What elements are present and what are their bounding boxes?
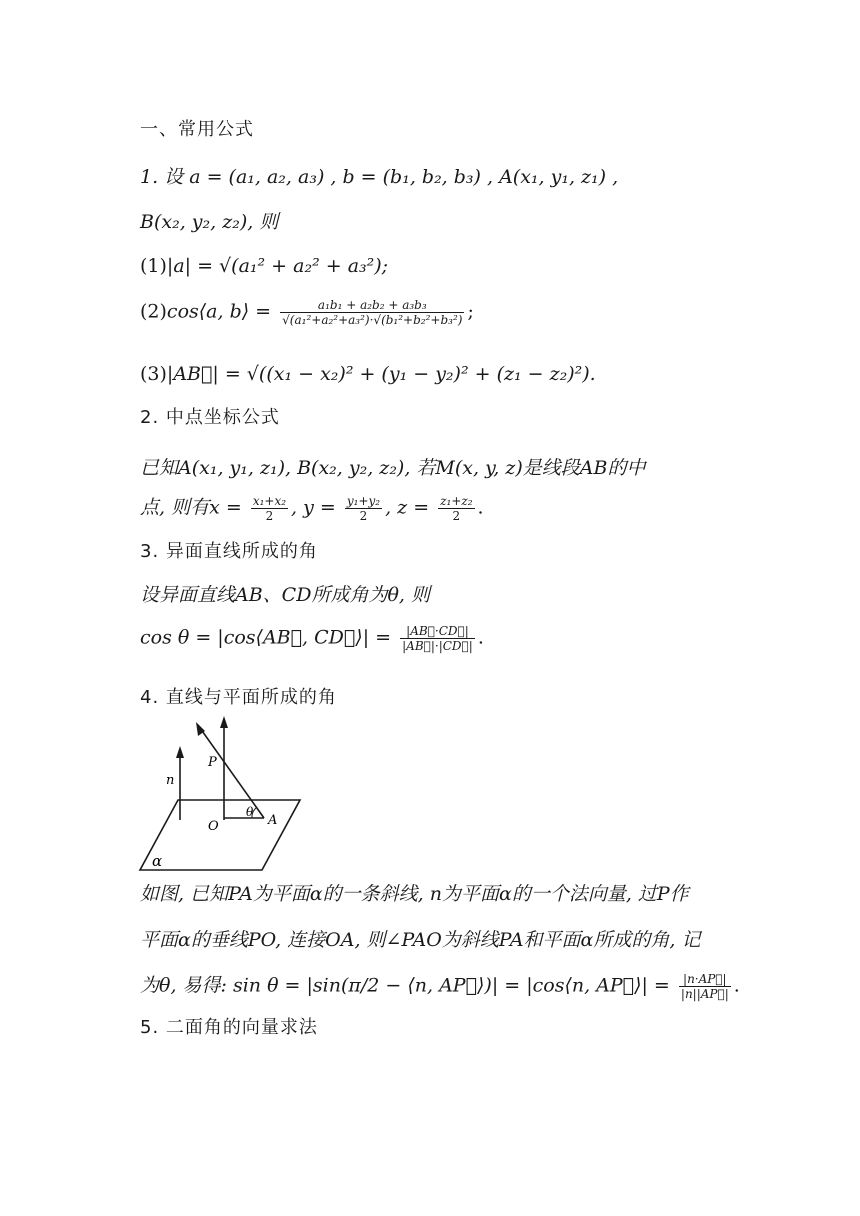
item5-heading: 5. 二面角的向量求法 [140,1017,318,1038]
item3-formula [140,624,484,653]
item2-x-prefix: 点, 则有x = [140,496,242,519]
line-plane-angle-figure [138,712,313,874]
formula-2-label: (2) [140,300,167,323]
item2-z-denominator: 2 [452,509,461,523]
formula-1-label: (1) [140,255,167,277]
item4-numerator: |n·AP⃗| [679,972,731,987]
item4-line3 [140,972,740,1001]
formula-3-body: |AB⃗| = √((x₁ − x₂)² + (y₁ − y₂)² + (z₁ − z₂)²). [166,363,596,385]
label-theta: θ [246,805,254,819]
formula-1-body: |a| = √(a₁² + a₂² + a₃²); [166,255,389,277]
formula-2-numerator: a₁b₁ + a₂b₂ + a₃b₃ [280,298,464,313]
item2-x-fraction [251,494,288,523]
item2-y-numerator: y₁+y₂ [346,494,381,508]
label-P: P [208,755,217,770]
formula-2-end: ; [467,300,474,323]
formula-2-fraction [280,298,464,327]
item4-line2: 平面α的垂线PO, 连接OA, 则∠PAO为斜线PA和平面α所成的角, 记 [140,929,701,951]
item2-y-denominator: 2 [359,509,368,523]
item3-fraction [400,624,475,653]
formula-2-denominator: √(a₁²+a₂²+a₃²)·√(b₁²+b₂²+b₃²) [282,313,463,327]
slant-line-PA [200,728,264,818]
item3-line1: 设异面直线AB、CD所成角为θ, 则 [140,584,430,606]
item1-line2: B(x₂, y₂, z₂), 则 [140,211,279,233]
item3-numerator: |AB⃗·CD⃗| [400,624,475,639]
item3-end: . [477,626,484,649]
item1-line1: 1. 设 a = (a₁, a₂, a₃) , b = (b₁, b₂, b₃) , A(x₁, y₁, z₁) , [140,166,619,188]
formula-3-label: (3) [140,363,167,385]
label-O: O [208,819,219,834]
section-heading-common-formulas: 一、常用公式 [140,119,254,140]
formula-3 [140,362,596,386]
item2-y-prefix: , y = [291,496,336,519]
item2-line1: 已知A(x₁, y₁, z₁), B(x₂, y₂, z₂), 若M(x, y, z)是线段AB的中 [140,457,646,479]
item2-x-numerator: x₁+x₂ [252,494,287,508]
item2-line2 [140,494,484,523]
perpendicular-PO-arrowhead [220,716,228,728]
item2-x-denominator: 2 [265,509,274,523]
item2-z-fraction [438,494,474,523]
item3-denominator: |AB⃗|·|CD⃗| [402,639,473,653]
item4-end: . [733,974,740,997]
item4-denominator: |n||AP⃗| [680,987,729,1001]
item4-heading: 4. 直线与平面所成的角 [140,687,337,708]
label-A: A [268,813,278,828]
item2-z-numerator: z₁+z₂ [440,494,473,508]
item4-line3-prefix: 为θ, 易得: sin θ = |sin(π/2 − ⟨n, AP⃗⟩)| = |cos⟨n, AP⃗⟩| = [140,974,670,997]
item2-y-fraction [345,494,382,523]
item3-heading: 3. 异面直线所成的角 [140,541,318,562]
item2-heading: 2. 中点坐标公式 [140,407,280,428]
item4-line1: 如图, 已知PA为平面α的一条斜线, n为平面α的一个法向量, 过P作 [140,883,689,905]
item2-z-prefix: , z = [385,496,430,519]
label-alpha: α [152,852,163,870]
item4-fraction [679,972,731,1001]
item2-end: . [477,496,484,519]
plane-alpha [140,800,300,870]
formula-2-lhs: cos⟨a, b⟩ = [166,300,272,323]
normal-vector-n-arrowhead [176,746,184,758]
item3-lhs: cos θ = |cos⟨AB⃗, CD⃗⟩| = [140,626,392,649]
formula-2 [140,298,474,327]
formula-1 [140,254,388,278]
label-n: n [166,773,175,788]
